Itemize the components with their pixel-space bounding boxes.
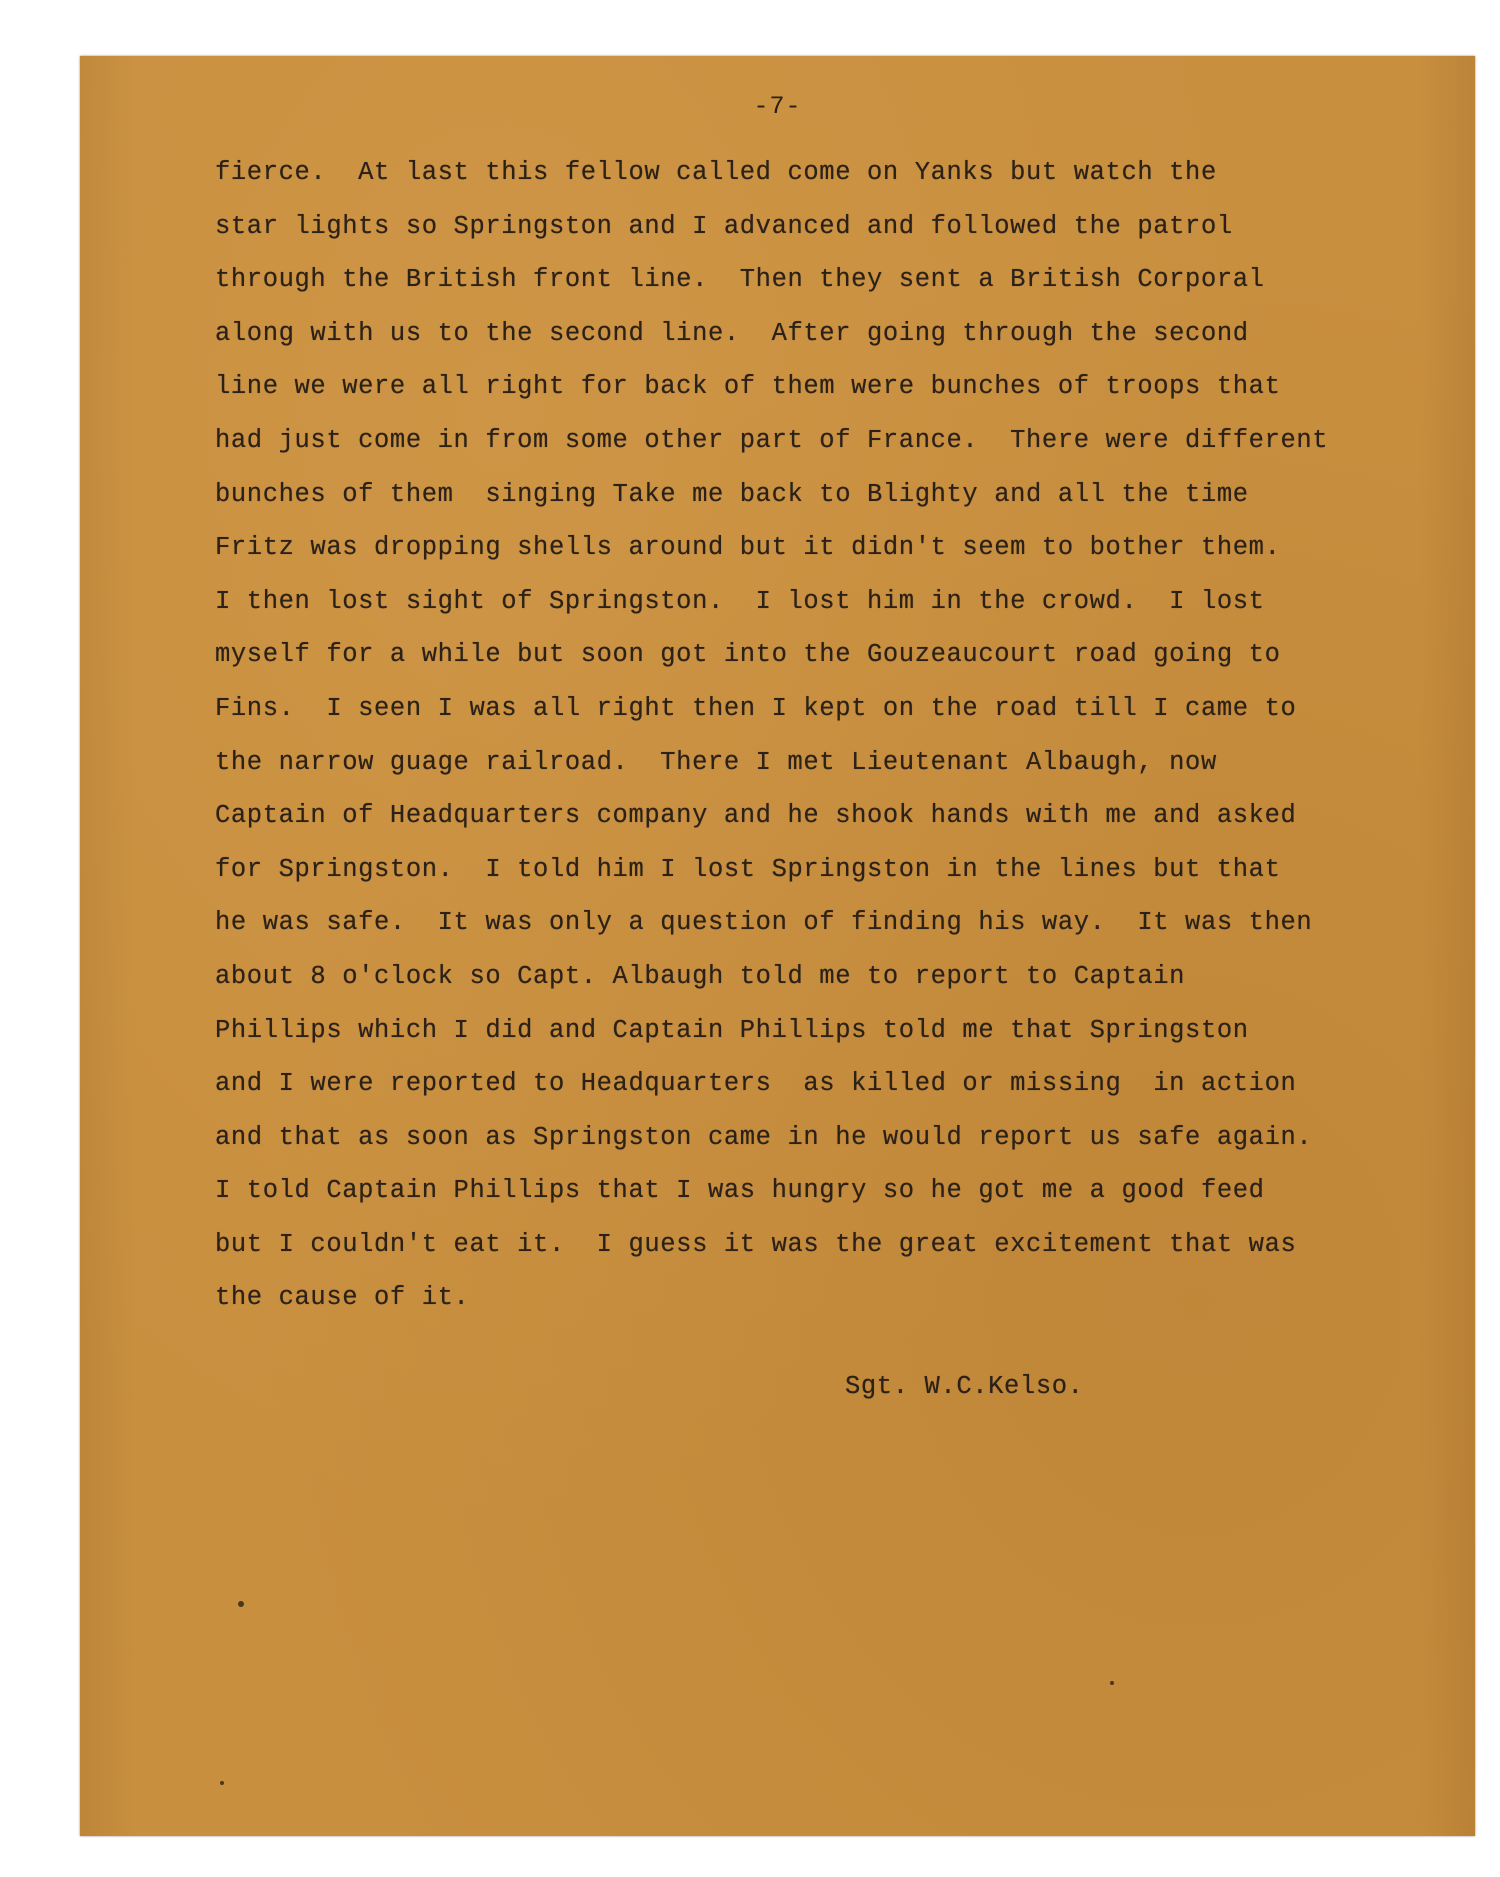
text-line: Captain of Headquarters company and he shook hands with me and asked <box>215 801 1297 831</box>
text-line: but I couldn't eat it. I guess it was the great excitement that was <box>215 1229 1297 1259</box>
ink-speck <box>220 1781 224 1785</box>
text-line: about 8 o'clock so Capt. Albaugh told me to report to Captain <box>215 961 1186 991</box>
text-line: he was safe. It was only a question of finding his way. It was then <box>215 908 1313 938</box>
text-line: had just come in from some other part of France. There were different <box>215 425 1329 455</box>
text-line: along with us to the second line. After going through the second <box>215 318 1249 348</box>
page-number: -7- <box>753 92 802 121</box>
text-line: for Springston. I told him I lost Springston in the lines but that <box>215 854 1281 884</box>
text-line: bunches of them singing Take me back to Blighty and all the time <box>215 479 1249 509</box>
ink-speck <box>1110 1681 1114 1685</box>
text-line: star lights so Springston and I advanced and followed the patrol <box>215 211 1233 241</box>
ink-speck <box>238 1601 244 1607</box>
text-line: Phillips which I did and Captain Phillips told me that Springston <box>215 1015 1249 1045</box>
text-line: and that as soon as Springston came in he would report us safe again. <box>215 1122 1313 1152</box>
letter-body <box>215 146 1455 1325</box>
text-line: and I were reported to Headquarters as killed or missing in action <box>215 1069 1297 1099</box>
typed-page <box>80 56 1475 1836</box>
text-line: the cause of it. <box>215 1283 470 1313</box>
text-line: myself for a while but soon got into the Gouzeaucourt road going to <box>215 640 1281 670</box>
text-line: I then lost sight of Springston. I lost him in the crowd. I lost <box>215 586 1265 616</box>
signature: Sgt. W.C.Kelso. <box>845 1372 1084 1401</box>
text-line: through the British front line. Then they sent a British Corporal <box>215 265 1265 295</box>
text-line: the narrow guage railroad. There I met Lieutenant Albaugh, now <box>215 747 1217 777</box>
text-line: line we were all right for back of them were bunches of troops that <box>215 372 1281 402</box>
text-line: fierce. At last this fellow called come on Yanks but watch the <box>215 158 1217 187</box>
text-line: I told Captain Phillips that I was hungry so he got me a good feed <box>215 1176 1265 1206</box>
text-line: Fins. I seen I was all right then I kept on the road till I came to <box>215 693 1297 723</box>
text-line: Fritz was dropping shells around but it didn't seem to bother them. <box>215 533 1281 563</box>
